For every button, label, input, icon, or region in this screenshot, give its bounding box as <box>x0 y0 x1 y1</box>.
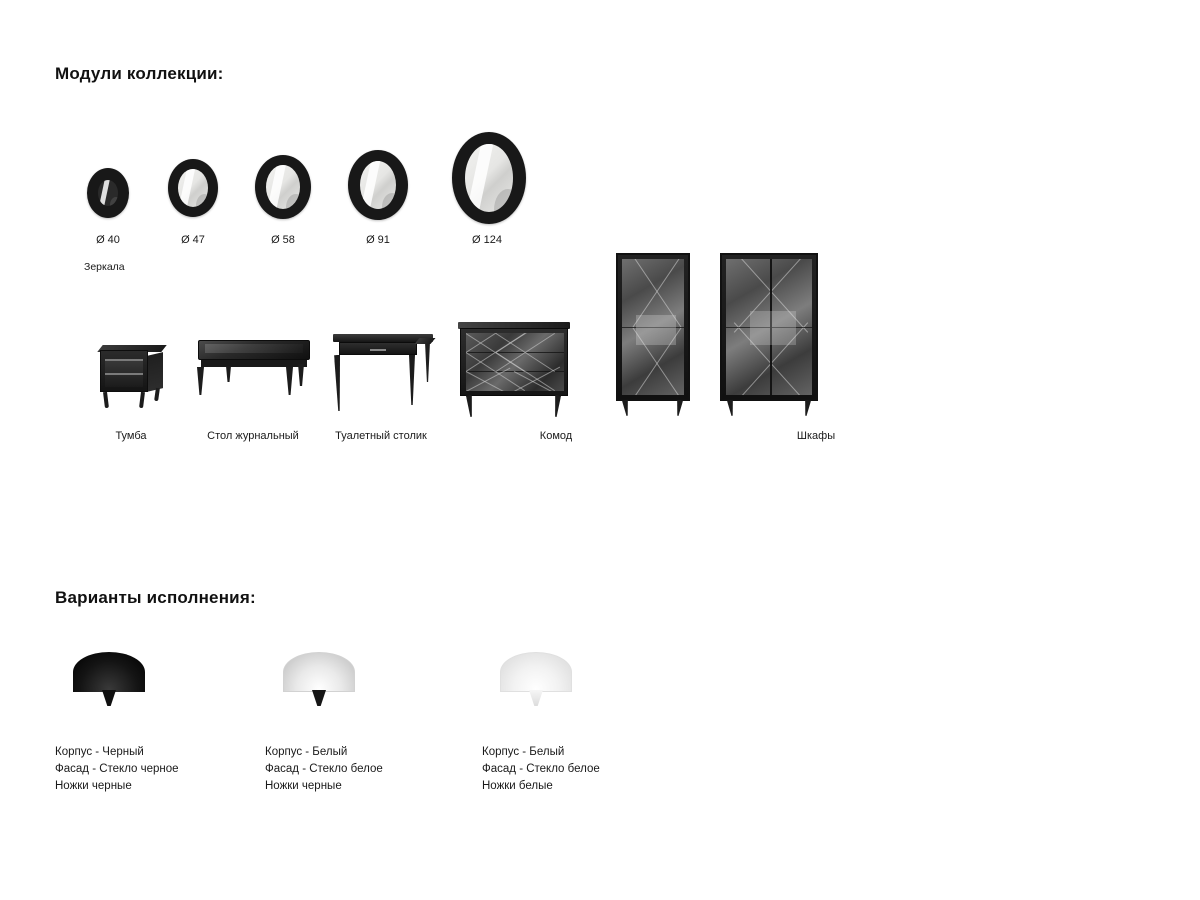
wardrobe-double-product-image <box>720 253 818 420</box>
mirror-caption: Ø 124 <box>472 234 502 246</box>
mirror-product-image <box>255 155 311 219</box>
furniture-caption: Туалетный столик <box>335 430 427 442</box>
variant-description <box>265 744 383 795</box>
variant-description <box>55 744 179 795</box>
variant-line-legs: Ножки черные <box>55 780 132 792</box>
dressing-table-product-image <box>333 334 433 414</box>
mirror-caption: Ø 91 <box>366 234 390 246</box>
page-title-variants: Варианты исполнения: <box>55 588 256 607</box>
komod-product-image <box>460 328 572 420</box>
variant-description <box>482 744 600 795</box>
tumba-product-image <box>100 350 166 420</box>
mirror-product-image <box>168 159 218 217</box>
mirror-caption: Ø 58 <box>271 234 295 246</box>
mirror-caption: Ø 40 <box>96 234 120 246</box>
variant-line-facade: Фасад - Стекло черное <box>55 763 179 775</box>
furniture-caption: Тумба <box>115 430 147 442</box>
furniture-caption: Стол журнальный <box>207 430 299 442</box>
variant-line-body: Корпус - Белый <box>482 746 565 758</box>
mirror-product-image <box>87 168 129 218</box>
variant-line-legs: Ножки черные <box>265 780 342 792</box>
variant-line-body: Корпус - Черный <box>55 746 144 758</box>
variant-swatch <box>500 652 572 696</box>
mirror-product-image <box>452 132 526 224</box>
variant-line-facade: Фасад - Стекло белое <box>482 763 600 775</box>
coffee-table-product-image <box>198 340 310 410</box>
variant-line-facade: Фасад - Стекло белое <box>265 763 383 775</box>
page-title-modules: Модули коллекции: <box>55 64 224 83</box>
wardrobe-single-product-image <box>616 253 690 420</box>
furniture-caption: Шкафы <box>796 430 836 442</box>
variant-swatch <box>73 652 145 696</box>
variant-swatch <box>283 652 355 696</box>
mirrors-group-label: Зеркала <box>84 261 125 273</box>
variant-line-legs: Ножки белые <box>482 780 553 792</box>
mirror-product-image <box>348 150 408 220</box>
variant-line-body: Корпус - Белый <box>265 746 348 758</box>
furniture-caption: Комод <box>539 430 573 442</box>
mirror-caption: Ø 47 <box>181 234 205 246</box>
